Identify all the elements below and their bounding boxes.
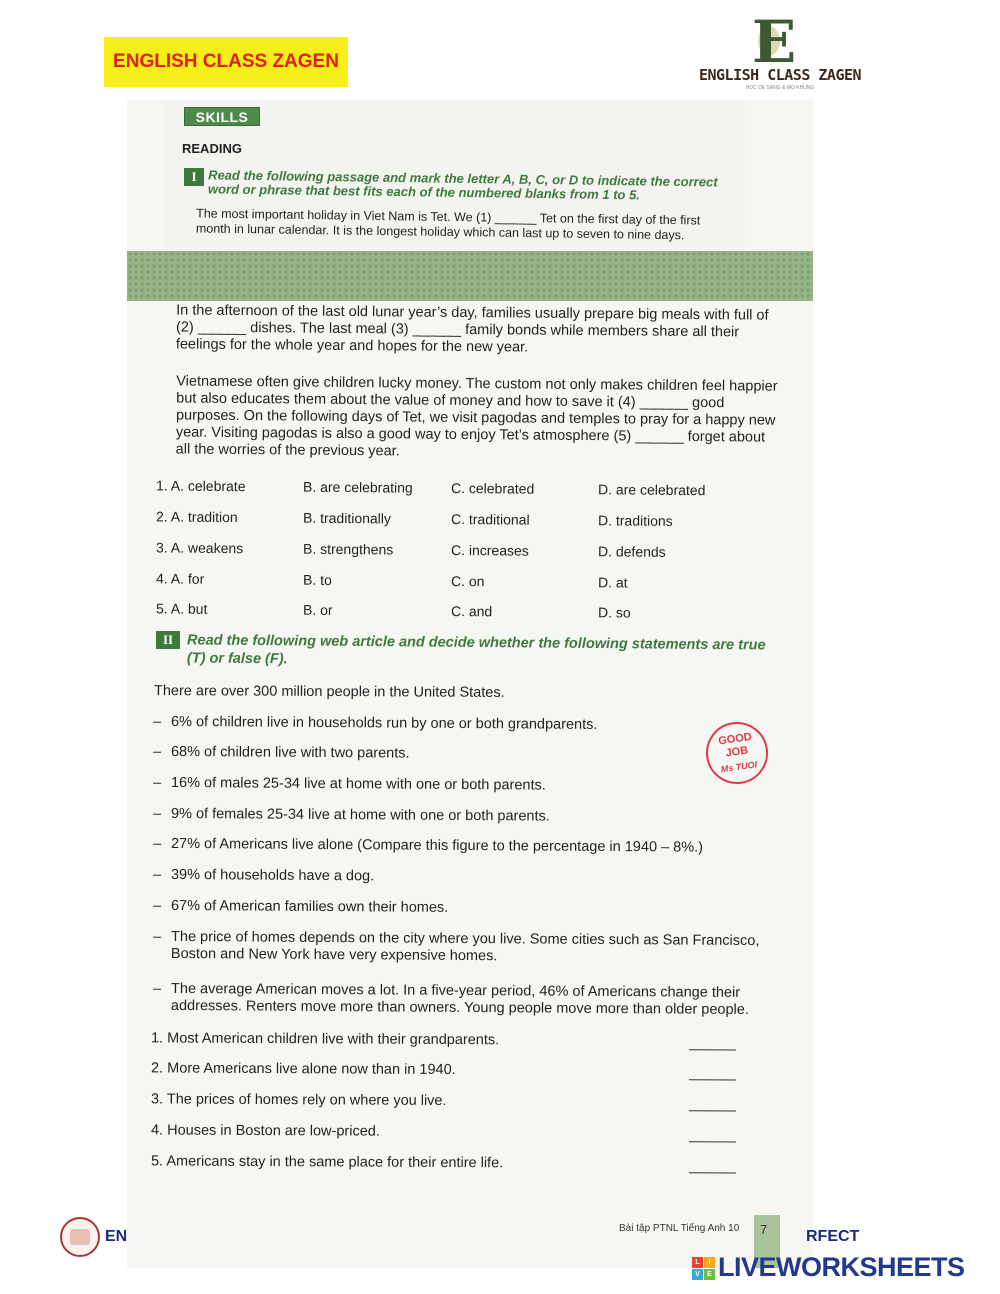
bullet-text: 6% of children live in households run by one or both grandparents.: [170, 713, 598, 733]
dash-icon: –: [152, 835, 162, 852]
answer-blank[interactable]: [689, 1100, 736, 1111]
option-d[interactable]: D. traditions: [597, 512, 673, 529]
logo-subtext: HOC DE SANG & MO KHUNG: [745, 85, 815, 91]
bullet-text: The price of homes depends on the city where you live. Some cities such as San Francisco, Boston and New York have very expensive homes.: [170, 928, 760, 965]
answer-blank[interactable]: [689, 1131, 736, 1142]
paragraph-3-text: Vietnamese often give children lucky money. The custom not only makes children feel happier but also educates them about the value of money and how to save it (4) ______ good purposes. On the following days of Tet, we visit pagodas and temples to pray for a happy new year. Visiting pagodas is also a good way to enjoy Tet’s atmosphere (5) ______ forget about all the worries of the previous year.: [175, 373, 778, 460]
article-intro: There are over 300 million people in the United States.: [153, 683, 505, 701]
option-a[interactable]: 4. A. for: [155, 570, 205, 587]
option-a[interactable]: 3. A. weakens: [155, 539, 244, 557]
class-name-label: [104, 37, 348, 87]
option-a[interactable]: 1. A. celebrate: [155, 477, 246, 495]
option-c[interactable]: C. traditional: [450, 510, 530, 528]
option-c[interactable]: C. celebrated: [450, 479, 535, 497]
option-b[interactable]: B. traditionally: [302, 509, 392, 527]
answer-blank[interactable]: [689, 1162, 736, 1173]
part-2-mark: II: [156, 631, 180, 649]
passage-paragraph-2: [158, 302, 778, 358]
option-a[interactable]: 5. A. but: [155, 600, 208, 617]
option-a[interactable]: 2. A. tradition: [155, 508, 238, 526]
reading-heading: READING: [182, 141, 242, 156]
liveworksheets-brand[interactable]: LIVEWORKSHEETS: [718, 1252, 965, 1282]
skills-badge: SKILLS: [184, 107, 260, 126]
icon-cell: L: [692, 1257, 703, 1268]
option-d[interactable]: D. so: [597, 604, 631, 621]
bullet-text: 67% of American families own their homes.: [170, 897, 449, 916]
logo-text: ENGLISH CLASS ZAGEN: [698, 66, 862, 84]
liveworksheets-icon: [692, 1257, 716, 1281]
footer-right-text: RFECT: [806, 1228, 860, 1245]
passage-paragraph-3: [158, 373, 779, 463]
page-number: 7: [760, 1222, 768, 1237]
option-b[interactable]: B. are celebrating: [302, 478, 413, 496]
dash-icon: –: [152, 743, 162, 760]
article-bullet: [153, 981, 778, 1019]
dash-icon: –: [152, 713, 162, 730]
icon-cell: E: [704, 1269, 715, 1280]
answer-blank[interactable]: [689, 1039, 736, 1050]
statement-3: [151, 1091, 751, 1114]
logo-letter: E: [752, 8, 797, 76]
icon-cell: V: [692, 1269, 703, 1280]
statement-1: [151, 1030, 751, 1053]
statement-2: [151, 1060, 751, 1083]
class-name-text: ENGLISH CLASS ZAGEN: [113, 51, 339, 72]
bullet-text: 16% of males 25-34 live at home with one or both parents.: [170, 774, 546, 794]
green-divider-band: [127, 251, 813, 301]
statement-text: 3. The prices of homes rely on where you live.: [150, 1091, 447, 1109]
passage-intro-text: The most important holiday in Viet Nam is Tet. We (1) ______ Tet on the first day of the first month in lunar calendar. It is the longest holiday which can last up to seven to nine days.: [195, 206, 701, 243]
stamp-line-1: GOOD: [717, 730, 753, 748]
dash-icon: –: [153, 980, 162, 997]
dash-icon: –: [152, 774, 162, 791]
statement-text: 4. Houses in Boston are low-priced.: [150, 1122, 380, 1140]
option-b[interactable]: B. or: [302, 601, 333, 618]
bullet-text: 27% of Americans live alone (Compare this figure to the percentage in 1940 – 8%.): [170, 835, 704, 856]
dash-icon: –: [152, 805, 162, 822]
option-c[interactable]: C. increases: [450, 541, 529, 559]
option-b[interactable]: B. to: [302, 571, 332, 588]
answer-blank[interactable]: [689, 1069, 736, 1080]
bullet-text: 68% of children live with two parents.: [170, 743, 410, 762]
dash-icon: –: [152, 897, 162, 914]
statement-4: [151, 1122, 751, 1145]
bullet-text: The average American moves a lot. In a five-year period, 46% of Americans change their addresses. Renters move more than owners. Young people move more than older people.: [170, 980, 749, 1018]
statement-5: [151, 1153, 751, 1176]
bullet-text: 39% of households have a dog.: [170, 866, 375, 885]
book-title: Bài tập PTNL Tiếng Anh 10: [619, 1223, 740, 1234]
statement-text: 1. Most American children live with their grandparents.: [150, 1030, 500, 1049]
paragraph-2-text: In the afternoon of the last old lunar year’s day, families usually prepare big meals with full of (2) ______ dishes. The last meal (3) ______ family bonds while members share all their feelings for the whole year and hopes for the new year.: [175, 302, 769, 356]
dash-icon: –: [152, 866, 162, 883]
footer-left-text: EN: [105, 1228, 128, 1245]
option-d[interactable]: D. at: [597, 574, 628, 591]
option-b[interactable]: B. strengthens: [302, 540, 394, 558]
stamp-line-3: Ms TUOI: [720, 759, 758, 775]
article-bullet: [153, 929, 778, 967]
part-1-instruction: Read the following passage and mark the letter A, B, C, or D to indicate the correct word or phrase that best fits each of the numbered blanks from 1 to 5.: [207, 167, 718, 203]
option-d[interactable]: D. defends: [597, 543, 666, 560]
option-c[interactable]: C. on: [450, 572, 485, 590]
option-d[interactable]: D. are celebrated: [597, 481, 706, 499]
icon-cell: I: [704, 1257, 715, 1268]
school-logo-icon: [60, 1217, 100, 1257]
statement-text: 5. Americans stay in the same place for their entire life.: [150, 1153, 504, 1172]
part-2-instruction: Read the following web article and decide whether the following statements are true (T) or false (F).: [186, 632, 766, 668]
statement-text: 2. More Americans live alone now than in 1940.: [150, 1060, 456, 1079]
part-1-mark: I: [184, 168, 204, 186]
bullet-text: 9% of females 25-34 live at home with one or both parents.: [170, 805, 550, 825]
option-c[interactable]: C. and: [450, 602, 493, 620]
stamp-line-2: JOB: [724, 744, 749, 760]
class-logo: [690, 8, 870, 91]
dash-icon: –: [153, 928, 162, 945]
